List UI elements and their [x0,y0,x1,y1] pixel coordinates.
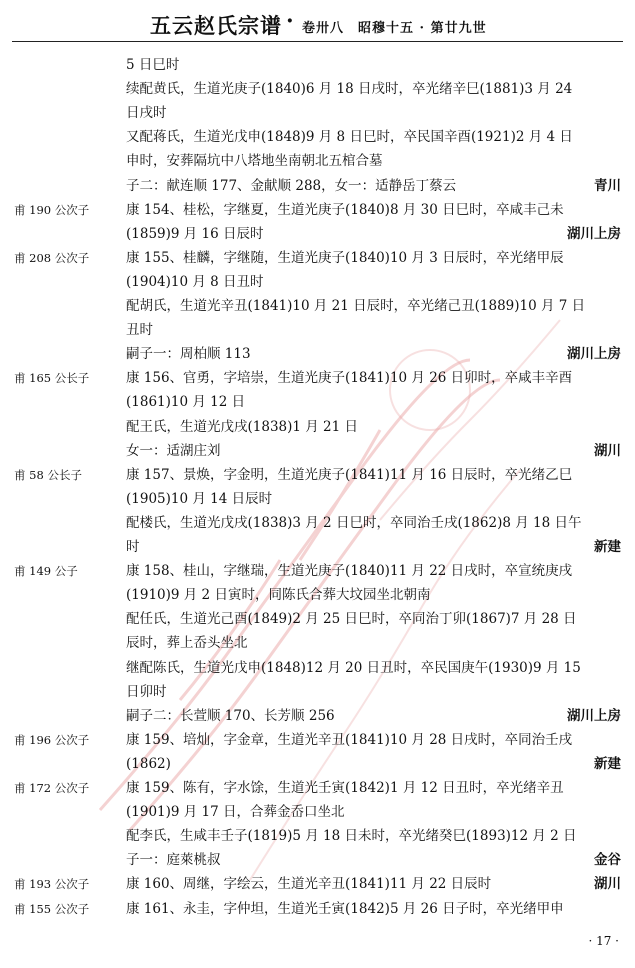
parent-note: 甫 172 公次子 [14,781,90,795]
entry-line [126,441,623,461]
parent-note: 甫 165 公长子 [14,371,90,385]
entry-line [126,55,623,75]
branch-label: 新建 [594,756,621,772]
entry-text: (1861)10 月 12 日 [126,394,246,410]
entry-line [126,730,623,750]
entry-text: 康 159、培灿，字金章，生道光辛丑(1841)10 月 28 日戌时，卒同治壬戌 [126,732,573,748]
entry-line [126,127,623,147]
entry-text: 嗣子二：长萱顺 170、长芳顺 256 [126,708,335,724]
entry-line [126,103,623,123]
parent-note: 甫 208 公次子 [14,251,90,265]
parent-note: 甫 149 公子 [14,564,78,578]
entry-line [126,537,623,557]
entry-line [126,609,623,629]
entry-line [126,706,623,726]
book-title: 五云赵氏宗谱 [150,13,282,38]
entry-text: 康 161、永圭，字仲坦，生道光壬寅(1842)5 月 26 日子时，卒光绪甲申 [126,901,564,917]
entry-line [126,368,623,388]
entry-text: 康 160、周继，字绘云，生道光辛丑(1841)11 月 22 日辰时 [126,876,492,892]
entry-line [126,633,623,653]
entry-line [126,802,623,822]
parent-note: 甫 190 公次子 [14,203,90,217]
entry-text: 子二：献连顺 177、金献顺 288，女一：适静岳丁蔡云 [126,178,457,194]
entry-line [126,151,623,171]
entry-text: 康 158、桂山，字继瑞，生道光庚子(1840)11 月 22 日戌时，卒宣统庚戌 [126,563,573,579]
entry-text: 继配陈氏，生道光戊申(1848)12 月 20 日丑时，卒民国庚午(1930)9 月 15 [126,660,581,676]
entry-text: 续配黄氏，生道光庚子(1840)6 月 18 日戌时，卒光绪辛巳(1881)3 月 24 [126,81,573,97]
entry-text: 配李氏，生咸丰壬子(1819)5 月 18 日未时，卒光绪癸巳(1893)12 月 2 日 [126,828,577,844]
page-number: · 17 · [588,934,619,948]
entry-text: 女一：适湖庄刘 [126,443,221,459]
branch-label: 湖川上房 [567,708,621,724]
entry-line [126,513,623,533]
entry-text: 5 日巳时 [126,57,180,73]
entry-text: (1910)9 月 2 日寅时，同陈氏合葬大坟园坐北朝南 [126,587,431,603]
entry-line [126,754,623,774]
entry-line [126,176,623,196]
entry-text: (1862) [126,756,171,772]
entry-line [126,224,623,244]
entry-line [126,489,623,509]
entry-text: (1904)10 月 8 日丑时 [126,274,264,290]
entry-line [126,826,623,846]
entry-text: 康 154、桂松，字继夏，生道光庚子(1840)8 月 30 日巳时，卒咸丰己未 [126,202,564,218]
entry-line [126,417,623,437]
entry-text: 日卯时 [126,684,167,700]
parent-note: 甫 155 公次子 [14,902,90,916]
entry-line [126,658,623,678]
entry-text: 申时，安葬隔坑中八塔地坐南朝北五棺合墓 [126,153,383,169]
entry-text: 配任氏，生道光己酉(1849)2 月 25 日巳时，卒同治丁卯(1867)7 月 28 日 [126,611,577,627]
entry-line [126,296,623,316]
entry-text: 康 159、陈有，字水馀，生道光壬寅(1842)1 月 12 日丑时，卒光绪辛丑 [126,780,564,796]
parent-note: 甫 193 公次子 [14,877,90,891]
entry-text: (1905)10 月 14 日辰时 [126,491,273,507]
entry-text: 辰时，葬上岙头坐北 [126,635,248,651]
entry-text: 日戌时 [126,105,167,121]
entry-text: 时 [126,539,140,555]
entry-line [126,899,623,919]
entry-text: 康 156、官勇，字培崇，生道光庚子(1841)10 月 26 日卯时，卒咸丰辛酉 [126,370,573,386]
entry-text: 配胡氏，生道光辛丑(1841)10 月 21 日辰时，卒光绪己丑(1889)10 月 7 日 [126,298,586,314]
entry-text: 丑时 [126,322,153,338]
entry-text: 子一：庭萊桃叔 [126,852,221,868]
entry-line [126,874,623,894]
entry-text: 配楼氏，生道光戊戌(1838)3 月 2 日巳时，卒同治壬戌(1862)8 月 18 日午 [126,515,582,531]
branch-label: 金谷 [594,852,621,868]
entry-line [126,200,623,220]
entry-text: (1901)9 月 17 日，合葬金岙口坐北 [126,804,345,820]
entry-line [126,778,623,798]
parent-note: 甫 196 公次子 [14,733,90,747]
entry-line [126,320,623,340]
branch-label: 湖川上房 [567,226,621,242]
volume-subtitle: 卷卅八 昭穆十五 · 第廿九世 [302,21,487,36]
branch-label: 湖川 [594,876,621,892]
entry-text: 嗣子一：周柏顺 113 [126,346,251,362]
entry-line [126,465,623,485]
entry-text: 康 157、景焕，字金明，生道光庚子(1841)11 月 16 日辰时，卒光绪乙巳 [126,467,573,483]
entry-text: 又配蒋氏，生道光戊申(1848)9 月 8 日巳时，卒民国辛酉(1921)2 月 4 日 [126,129,573,145]
parent-note: 甫 58 公长子 [14,468,82,482]
entry-line [126,392,623,412]
entry-line [126,850,623,870]
entry-text: 康 155、桂麟，字继随，生道光庚子(1840)10 月 3 日辰时，卒光绪甲辰 [126,250,564,266]
branch-label: 湖川 [594,443,621,459]
entry-line [126,272,623,292]
title-separator-dot: · [286,8,294,34]
entry-line [126,79,623,99]
entry-line [126,682,623,702]
entry-line [126,561,623,581]
entry-text: 配王氏，生道光戊戌(1838)1 月 21 日 [126,419,359,435]
branch-label: 湖川上房 [567,346,621,362]
branch-label: 新建 [594,539,621,555]
entry-line [126,248,623,268]
entry-line [126,344,623,364]
entry-line [126,585,623,605]
entry-text: (1859)9 月 16 日辰时 [126,226,264,242]
branch-label: 青川 [594,178,621,194]
